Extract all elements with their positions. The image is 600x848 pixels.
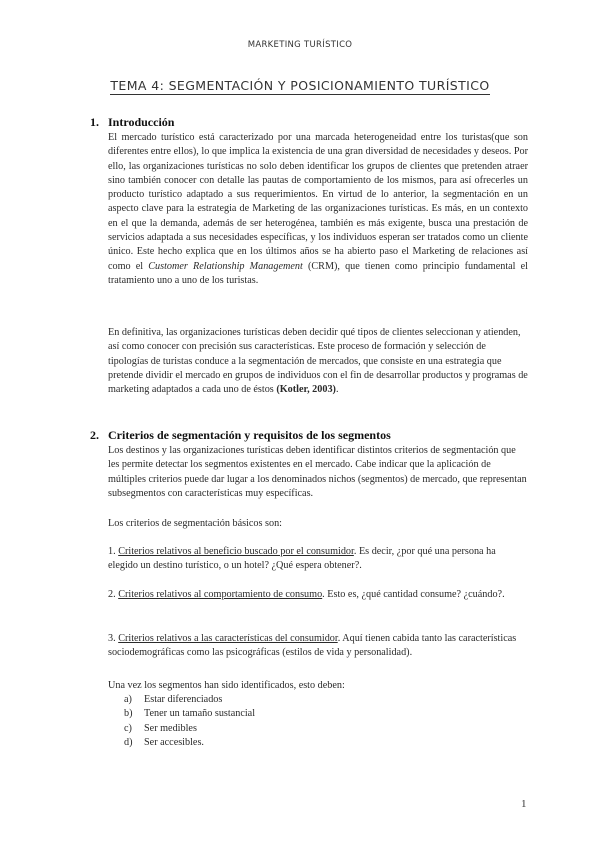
section-1-paragraph-1 — [108, 131, 528, 288]
list-marker: c) — [124, 722, 132, 734]
list-item-text: Estar diferenciados — [144, 694, 223, 705]
page-title-text: TEMA 4: SEGMENTACIÓN Y POSICIONAMIENTO TURÍSTICO — [110, 78, 490, 93]
list-item — [124, 722, 255, 736]
section-2-paragraph-1: Los destinos y las organizaciones turísticas deben identificar distintos criterios de segmentación que les permite detectar los segmentos existentes en el mercado. Cabe indicar que la aplicación de múltiples criterios puede dar lugar a los denominados nichos (segmentos) de mercado, que representan subsegmentos con características muy específicas. — [108, 445, 527, 499]
section-1-p1-italic: Customer Relationship Management — [148, 260, 303, 272]
section-1-number: 1. — [90, 115, 99, 129]
section-2-title: Criterios de segmentación y requisitos de los segmentos — [108, 428, 391, 442]
criterion-3 — [108, 632, 528, 661]
section-1-p1-b: (CRM), que tienen como principio fundamental el tratamiento uno a uno de los turistas. — [108, 260, 528, 286]
section-1-paragraph-2 — [108, 326, 528, 397]
section-1-title: Introducción — [108, 115, 175, 129]
criterion-2-text: . Esto es, ¿qué cantidad consume? ¿cuándo?. — [322, 589, 505, 600]
criterion-3-prefix: 3. — [108, 633, 119, 644]
segment-requirements-list — [124, 693, 255, 750]
page-title — [0, 78, 600, 93]
list-marker: b) — [124, 708, 133, 720]
running-header: MARKETING TURÍSTICO — [247, 40, 353, 50]
criterion-1-text: . Es decir, ¿por qué una persona ha elegido un destino turístico, o un hotel? ¿Qué espera obtener?. — [108, 546, 496, 572]
list-marker: a) — [124, 694, 132, 705]
criterion-2 — [108, 588, 528, 602]
criterion-3-label: Criterios relativos a las características del consumidor — [118, 633, 338, 644]
list-item-text: Ser medibles — [144, 722, 197, 734]
page-number: 1 — [521, 798, 527, 810]
section-2-number: 2. — [90, 428, 99, 442]
section-2-paragraph-3: Una vez los segmentos han sido identificados, esto deben: — [108, 680, 345, 691]
criterion-3-text: . Aquí tienen cabida tanto las características sociodemográficas como las psicográficas (estilos de vida y personalidad). — [108, 633, 517, 659]
criterion-1 — [108, 545, 528, 574]
section-1-heading — [90, 115, 174, 130]
section-1-p2-a: En definitiva, las organizaciones turísticas deben decidir qué tipos de clientes seleccionan y atienden, así como conocer con precisión sus características. Este proceso de formación y selección de tipologías de turistas conduce a la segmentación de mercados, que consiste en una estrategia que pretende dividir el mercado en grupos de individuos con el fin de desarrollar productos y programas de marketing adaptados a cada uno de éstos — [108, 327, 528, 396]
section-2-paragraph-2: Los criterios de segmentación básicos son: — [108, 518, 282, 529]
list-item — [124, 693, 255, 707]
criterion-2-label: Criterios relativos al comportamiento de consumo — [118, 589, 323, 600]
list-item — [124, 707, 255, 721]
citation: (Kotler, 2003) — [276, 384, 336, 396]
section-2-heading — [90, 428, 391, 443]
criterion-1-label: Criterios relativos al beneficio buscado por el consumidor — [118, 546, 354, 557]
criterion-1-prefix: 1. — [108, 546, 119, 557]
list-item-text: Tener un tamaño sustancial — [144, 708, 256, 720]
section-1-p1-a: El mercado turístico está caracterizado por una marcada heterogeneidad entre los turistas(que son diferentes entre ellos), lo que implica la existencia de una gran diversidad de necesidades y deseos. Por ello, las organizaciones turísticas no solo deben identificar los grupos de clientes que pretenden atraer sino también conocer con detalle las pautas de comportamiento de los mismos, para así ofrecerles un producto turístico adaptado a sus requerimientos. En virtud de lo anterior, la segmentación en un aspecto clave para la estrategia de Marketing de las organizaciones turísticas. Es más, en un contexto en el que la demanda, además de ser heterogénea, también es más exigente, busca una prestación de servicios adaptada a sus necesidades específicas, y los individuos esperan ser tratados como un cliente único. Este hecho explica que en los últimos años se ha abierto paso el Marketing de relaciones así como el — [108, 132, 528, 272]
list-item — [124, 736, 255, 750]
list-marker: d) — [124, 736, 133, 748]
criterion-2-prefix: 2. — [108, 589, 119, 600]
section-1-p2-end: . — [335, 384, 339, 396]
list-item-text: Ser accesibles. — [144, 736, 204, 748]
